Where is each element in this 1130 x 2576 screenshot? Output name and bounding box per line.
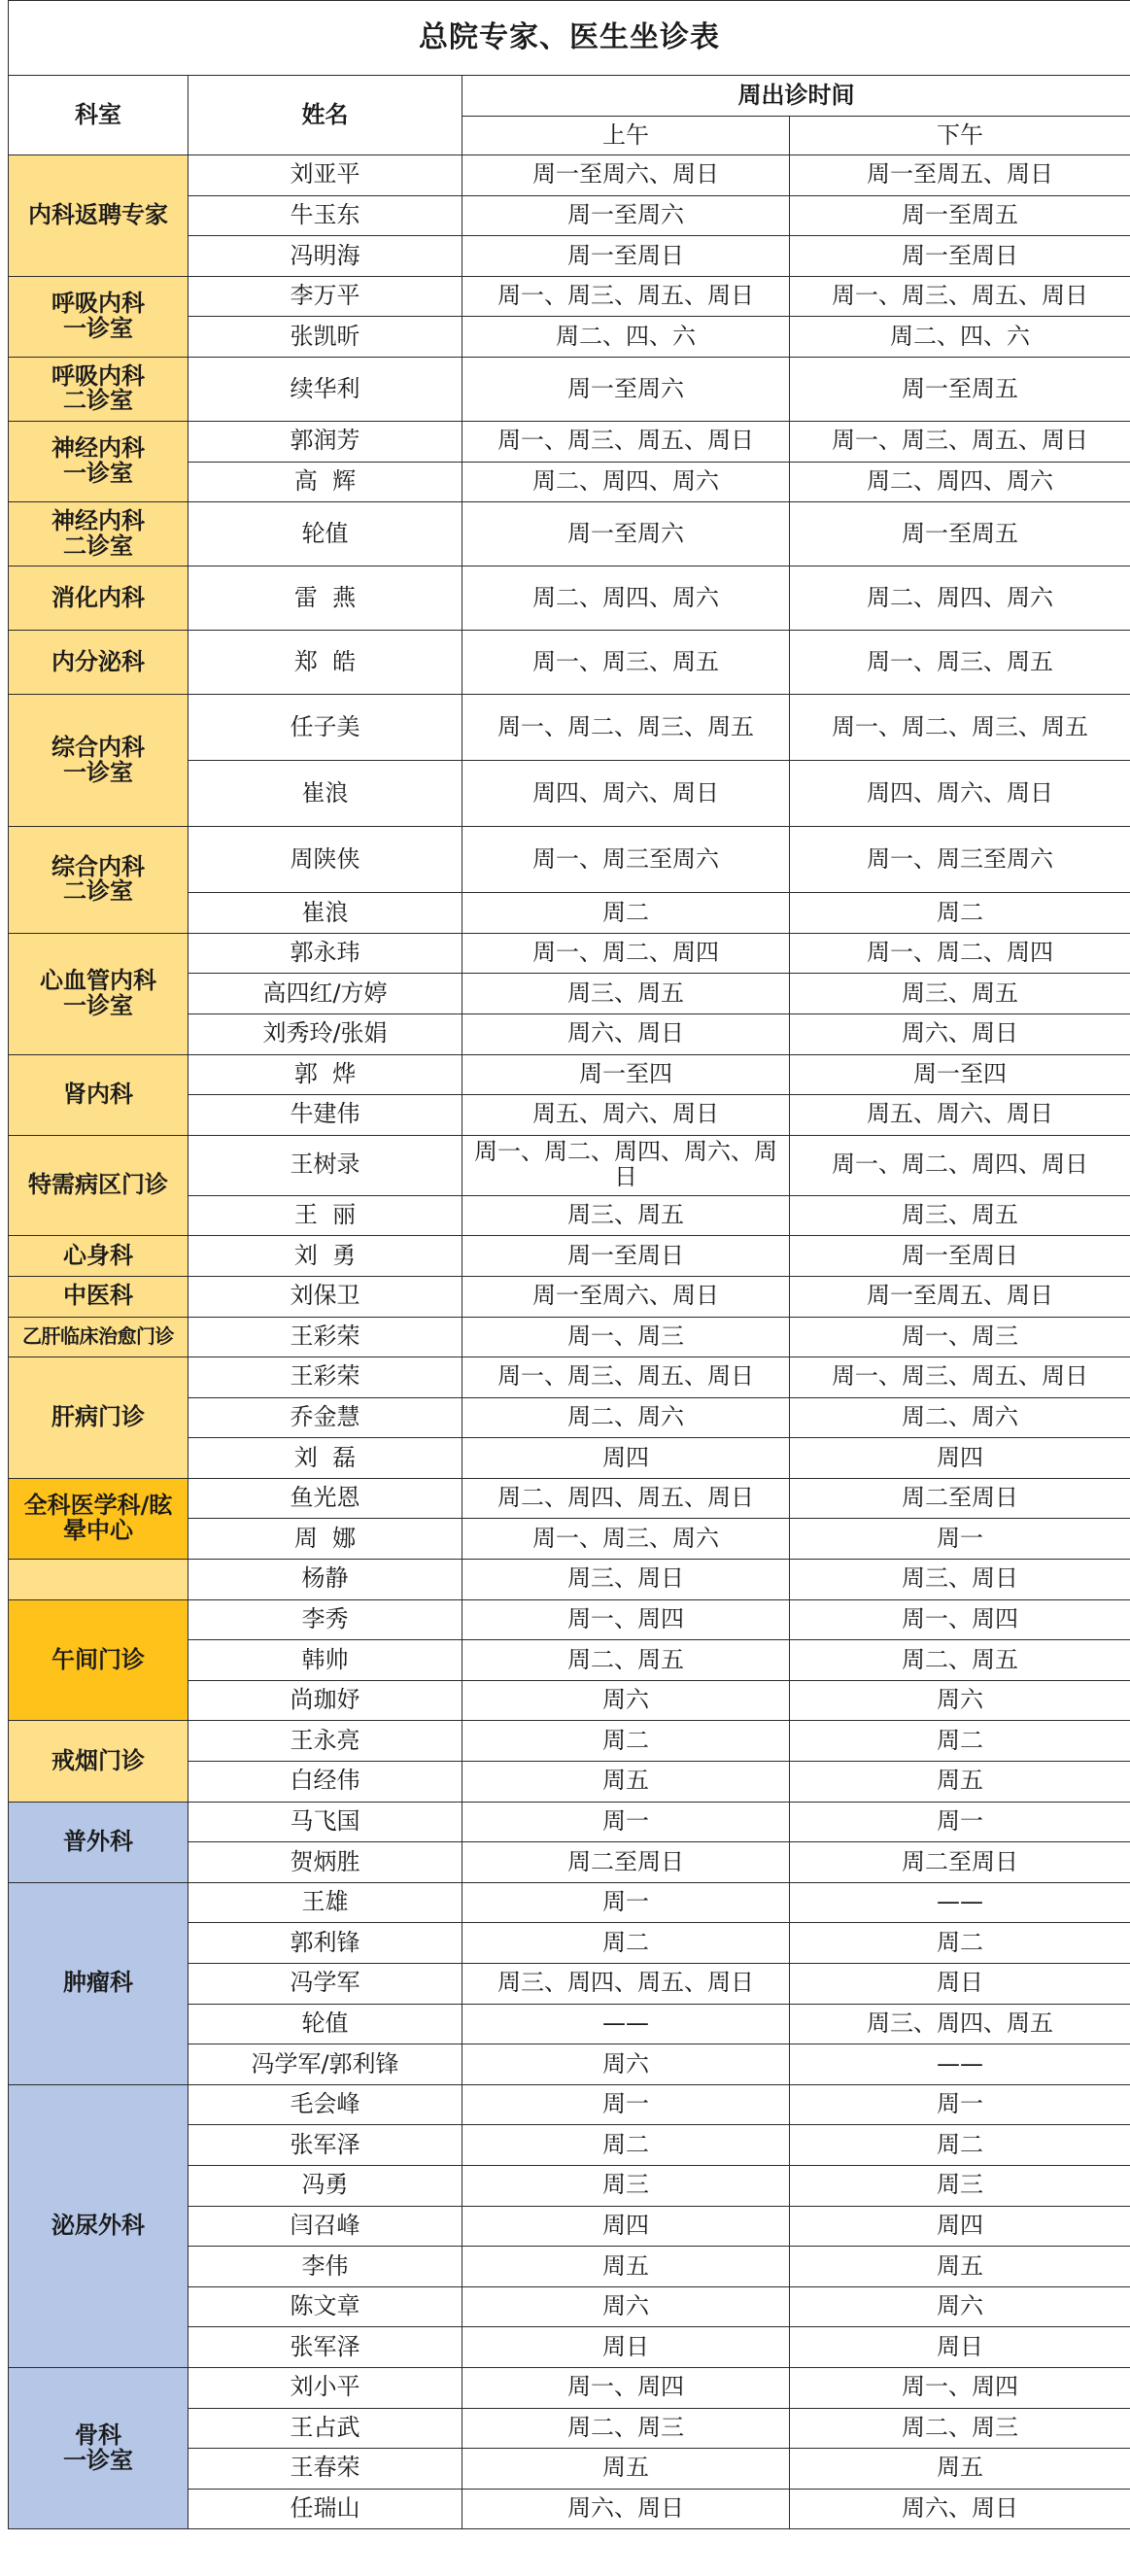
doctor-name-cell: 周陕侠 [188,827,462,893]
dept-cell: 综合内科 二诊室 [9,827,188,934]
doctor-name-cell: 刘 磊 [188,1438,462,1479]
morning-schedule-cell: 周一、周三、周五、周日 [462,421,790,462]
doctor-name-cell: 郑 皓 [188,631,462,695]
afternoon-schedule-cell: 周一、周二、周四 [790,933,1130,974]
doctor-name-cell: 张军泽 [188,2327,462,2368]
morning-schedule-cell: 周一、周三 [462,1317,790,1357]
afternoon-schedule-cell: 周一至周五 [790,195,1130,236]
dept-cell: 肾内科 [9,1054,188,1135]
morning-schedule-cell: 周一、周二、周四 [462,933,790,974]
dept-cell [9,1560,188,1600]
morning-schedule-cell: 周二、周五 [462,1640,790,1681]
afternoon-schedule-cell: 周二 [790,893,1130,934]
doctor-name-cell: 郭润芳 [188,421,462,462]
morning-schedule-cell: 周一至周六 [462,357,790,421]
afternoon-schedule-cell: 周二 [790,1923,1130,1964]
doctor-name-cell: 崔浪 [188,893,462,934]
doctor-name-cell: 王占武 [188,2408,462,2449]
morning-schedule-cell: 周一、周二、周三、周五 [462,695,790,761]
morning-schedule-cell: 周一、周二、周四、周六、周日 [462,1135,790,1195]
morning-schedule-cell: 周二至周日 [462,1842,790,1883]
doctor-name-cell: 刘秀玲/张娟 [188,1013,462,1054]
afternoon-schedule-cell: 周日 [790,2327,1130,2368]
afternoon-schedule-cell: 周二 [790,2125,1130,2166]
doctor-name-cell: 王树录 [188,1135,462,1195]
afternoon-schedule-cell: 周一至四 [790,1054,1130,1095]
morning-schedule-cell: 周四、周六、周日 [462,761,790,827]
afternoon-schedule-cell: 周五 [790,1762,1130,1803]
doctor-name-cell: 白经伟 [188,1762,462,1803]
doctor-name-cell: 王永亮 [188,1721,462,1762]
doctor-name-cell: 李万平 [188,276,462,317]
dept-cell: 神经内科 二诊室 [9,502,188,567]
dept-cell: 内科返聘专家 [9,155,188,277]
afternoon-schedule-cell: 周二、周六 [790,1397,1130,1438]
table-row [9,1802,1130,1842]
morning-schedule-cell: 周二、周四、周五、周日 [462,1478,790,1519]
table-row [9,1317,1130,1357]
morning-schedule-cell: 周六、周日 [462,1013,790,1054]
dept-cell: 神经内科 一诊室 [9,421,188,501]
morning-schedule-cell: 周三、周日 [462,1560,790,1600]
afternoon-schedule-cell: 周二至周日 [790,1478,1130,1519]
dept-cell: 肝病门诊 [9,1357,188,1479]
morning-schedule-cell: 周二、周四、周六 [462,462,790,502]
afternoon-schedule-cell: 周一、周二、周三、周五 [790,695,1130,761]
dept-cell: 消化内科 [9,567,188,631]
afternoon-schedule-cell: 周一、周三、周五 [790,631,1130,695]
afternoon-schedule-cell: 周二、周五 [790,1640,1130,1681]
morning-schedule-cell: 周一 [462,2084,790,2125]
dept-cell: 午间门诊 [9,1599,188,1721]
morning-schedule-cell: 周一至周日 [462,236,790,277]
doctor-name-cell: 高四红/方婷 [188,974,462,1014]
table-title: 总院专家、医生坐诊表 [9,1,1130,76]
table-row [9,695,1130,761]
header-pm: 下午 [790,117,1130,155]
dept-cell: 骨科 一诊室 [9,2367,188,2528]
dept-cell: 乙肝临床治愈门诊 [9,1317,188,1357]
afternoon-schedule-cell: 周一、周三至周六 [790,827,1130,893]
afternoon-schedule-cell: —— [790,1882,1130,1923]
table-row [9,567,1130,631]
doctor-name-cell: 任子美 [188,695,462,761]
doctor-name-cell: 冯学军 [188,1964,462,2005]
morning-schedule-cell: 周一 [462,1802,790,1842]
morning-schedule-cell: 周二、周四、周六 [462,567,790,631]
morning-schedule-cell: 周三、周四、周五、周日 [462,1964,790,2005]
afternoon-schedule-cell: 周一 [790,1802,1130,1842]
morning-schedule-cell: 周二、周六 [462,1397,790,1438]
morning-schedule-cell: 周四 [462,2206,790,2247]
table-row [9,155,1130,196]
doctor-name-cell: 陈文章 [188,2286,462,2327]
doctor-name-cell: 续华利 [188,357,462,421]
morning-schedule-cell: 周三 [462,2165,790,2206]
morning-schedule-cell: 周六、周日 [462,2489,790,2529]
table-row [9,421,1130,462]
doctor-name-cell: 冯学军/郭利锋 [188,2044,462,2085]
table-row [9,933,1130,974]
doctor-name-cell: 李伟 [188,2247,462,2287]
morning-schedule-cell: 周二 [462,2125,790,2166]
doctor-name-cell: 崔浪 [188,761,462,827]
table-row [9,1882,1130,1923]
morning-schedule-cell: 周五 [462,2449,790,2490]
afternoon-schedule-cell: 周一、周四 [790,2367,1130,2408]
table-row [9,276,1130,317]
schedule-sheet [8,0,1130,2529]
doctor-name-cell: 牛建伟 [188,1095,462,1136]
morning-schedule-cell: 周一至周六、周日 [462,1276,790,1317]
dept-cell: 特需病区门诊 [9,1135,188,1236]
table-row [9,1236,1130,1277]
doctor-name-cell: 刘 勇 [188,1236,462,1277]
afternoon-schedule-cell: 周六、周日 [790,2489,1130,2529]
afternoon-schedule-cell: 周五 [790,2247,1130,2287]
morning-schedule-cell: 周一、周四 [462,1599,790,1640]
afternoon-schedule-cell: 周一 [790,2084,1130,2125]
afternoon-schedule-cell: 周四 [790,2206,1130,2247]
morning-schedule-cell: 周三、周五 [462,974,790,1014]
morning-schedule-cell: 周一、周三、周六 [462,1519,790,1560]
dept-cell: 泌尿外科 [9,2084,188,2367]
schedule-table [8,0,1130,2529]
afternoon-schedule-cell: 周三、周日 [790,1560,1130,1600]
doctor-name-cell: 王彩荣 [188,1357,462,1398]
table-row [9,1721,1130,1762]
morning-schedule-cell: 周一、周三、周五 [462,631,790,695]
dept-cell: 肿瘤科 [9,1882,188,2084]
doctor-name-cell: 刘亚平 [188,155,462,196]
doctor-name-cell: 李秀 [188,1599,462,1640]
morning-schedule-cell: 周一至四 [462,1054,790,1095]
doctor-name-cell: 张军泽 [188,2125,462,2166]
dept-cell: 心身科 [9,1236,188,1277]
doctor-name-cell: 王 丽 [188,1195,462,1236]
doctor-name-cell: 周 娜 [188,1519,462,1560]
doctor-name-cell: 任瑞山 [188,2489,462,2529]
afternoon-schedule-cell: 周二、周三 [790,2408,1130,2449]
doctor-name-cell: 雷 燕 [188,567,462,631]
afternoon-schedule-cell: 周一、周三、周五、周日 [790,276,1130,317]
doctor-name-cell: 轮值 [188,2004,462,2044]
morning-schedule-cell: 周二 [462,1721,790,1762]
dept-cell: 综合内科 一诊室 [9,695,188,827]
doctor-name-cell: 张凯昕 [188,317,462,358]
doctor-name-cell: 刘小平 [188,2367,462,2408]
header-weekly-time: 周出诊时间 [462,76,1130,117]
morning-schedule-cell: 周一至周日 [462,1236,790,1277]
morning-schedule-cell: 周六 [462,1680,790,1721]
dept-cell: 中医科 [9,1276,188,1317]
morning-schedule-cell: 周五 [462,1762,790,1803]
table-row [9,2367,1130,2408]
morning-schedule-cell: —— [462,2004,790,2044]
morning-schedule-cell: 周一至周六 [462,502,790,567]
afternoon-schedule-cell: 周一、周二、周四、周日 [790,1135,1130,1195]
afternoon-schedule-cell: 周二、周四、周六 [790,567,1130,631]
doctor-name-cell: 杨静 [188,1560,462,1600]
afternoon-schedule-cell: 周五、周六、周日 [790,1095,1130,1136]
doctor-name-cell: 王春荣 [188,2449,462,2490]
afternoon-schedule-cell: 周二、四、六 [790,317,1130,358]
dept-cell: 呼吸内科 一诊室 [9,276,188,357]
doctor-name-cell: 牛玉东 [188,195,462,236]
afternoon-schedule-cell: 周二至周日 [790,1842,1130,1883]
afternoon-schedule-cell: 周一至周五 [790,357,1130,421]
afternoon-schedule-cell: 周一、周三、周五、周日 [790,1357,1130,1398]
table-row [9,1560,1130,1600]
table-row [9,1357,1130,1398]
doctor-name-cell: 韩帅 [188,1640,462,1681]
afternoon-schedule-cell: 周一、周三、周五、周日 [790,421,1130,462]
dept-cell: 普外科 [9,1802,188,1882]
doctor-name-cell: 郭利锋 [188,1923,462,1964]
afternoon-schedule-cell: 周一至周五、周日 [790,1276,1130,1317]
table-row [9,1054,1130,1095]
morning-schedule-cell: 周一、周三、周五、周日 [462,1357,790,1398]
table-row [9,1478,1130,1519]
afternoon-schedule-cell: 周三、周四、周五 [790,2004,1130,2044]
afternoon-schedule-cell: 周一至周五 [790,502,1130,567]
doctor-name-cell: 郭永玮 [188,933,462,974]
dept-cell: 内分泌科 [9,631,188,695]
table-row [9,357,1130,421]
afternoon-schedule-cell: 周六 [790,1680,1130,1721]
afternoon-schedule-cell: 周一、周四 [790,1599,1130,1640]
afternoon-schedule-cell: 周三 [790,2165,1130,2206]
dept-cell: 呼吸内科 二诊室 [9,357,188,421]
morning-schedule-cell: 周二、四、六 [462,317,790,358]
header-dept: 科室 [9,76,188,155]
table-row [9,631,1130,695]
afternoon-schedule-cell: 周六、周日 [790,1013,1130,1054]
afternoon-schedule-cell: 周一至周日 [790,236,1130,277]
doctor-name-cell: 毛会峰 [188,2084,462,2125]
afternoon-schedule-cell: 周四、周六、周日 [790,761,1130,827]
dept-cell: 全科医学科/眩 晕中心 [9,1478,188,1559]
afternoon-schedule-cell: 周二 [790,1721,1130,1762]
morning-schedule-cell: 周六 [462,2286,790,2327]
morning-schedule-cell: 周二 [462,1923,790,1964]
table-row [9,1276,1130,1317]
morning-schedule-cell: 周一、周三至周六 [462,827,790,893]
morning-schedule-cell: 周一、周三、周五、周日 [462,276,790,317]
doctor-name-cell: 闫召峰 [188,2206,462,2247]
morning-schedule-cell: 周三、周五 [462,1195,790,1236]
doctor-name-cell: 乔金慧 [188,1397,462,1438]
afternoon-schedule-cell: 周日 [790,1964,1130,2005]
dept-cell: 心血管内科 一诊室 [9,933,188,1054]
morning-schedule-cell: 周一至周六 [462,195,790,236]
afternoon-schedule-cell: 周四 [790,1438,1130,1479]
table-row [9,1135,1130,1195]
header-am: 上午 [462,117,790,155]
doctor-name-cell: 高 辉 [188,462,462,502]
afternoon-schedule-cell: 周二、周四、周六 [790,462,1130,502]
afternoon-schedule-cell: 周六 [790,2286,1130,2327]
morning-schedule-cell: 周五、周六、周日 [462,1095,790,1136]
morning-schedule-cell: 周日 [462,2327,790,2368]
afternoon-schedule-cell: 周三、周五 [790,1195,1130,1236]
doctor-name-cell: 刘保卫 [188,1276,462,1317]
morning-schedule-cell: 周六 [462,2044,790,2085]
afternoon-schedule-cell: 周一 [790,1519,1130,1560]
doctor-name-cell: 轮值 [188,502,462,567]
afternoon-schedule-cell: 周一至周日 [790,1236,1130,1277]
doctor-name-cell: 鱼光恩 [188,1478,462,1519]
morning-schedule-cell: 周一至周六、周日 [462,155,790,196]
schedule-body [9,155,1130,2529]
doctor-name-cell: 冯明海 [188,236,462,277]
morning-schedule-cell: 周四 [462,1438,790,1479]
morning-schedule-cell: 周二、周三 [462,2408,790,2449]
table-row [9,502,1130,567]
doctor-name-cell: 贺炳胜 [188,1842,462,1883]
afternoon-schedule-cell: —— [790,2044,1130,2085]
morning-schedule-cell: 周一、周四 [462,2367,790,2408]
afternoon-schedule-cell: 周五 [790,2449,1130,2490]
morning-schedule-cell: 周一 [462,1882,790,1923]
doctor-name-cell: 王雄 [188,1882,462,1923]
morning-schedule-cell: 周二 [462,893,790,934]
header-name: 姓名 [188,76,462,155]
doctor-name-cell: 王彩荣 [188,1317,462,1357]
doctor-name-cell: 郭 烨 [188,1054,462,1095]
table-row [9,827,1130,893]
table-row [9,1599,1130,1640]
doctor-name-cell: 冯勇 [188,2165,462,2206]
doctor-name-cell: 尚珈妤 [188,1680,462,1721]
afternoon-schedule-cell: 周一、周三 [790,1317,1130,1357]
afternoon-schedule-cell: 周三、周五 [790,974,1130,1014]
dept-cell: 戒烟门诊 [9,1721,188,1802]
afternoon-schedule-cell: 周一至周五、周日 [790,155,1130,196]
morning-schedule-cell: 周五 [462,2247,790,2287]
doctor-name-cell: 马飞国 [188,1802,462,1842]
table-row [9,2084,1130,2125]
